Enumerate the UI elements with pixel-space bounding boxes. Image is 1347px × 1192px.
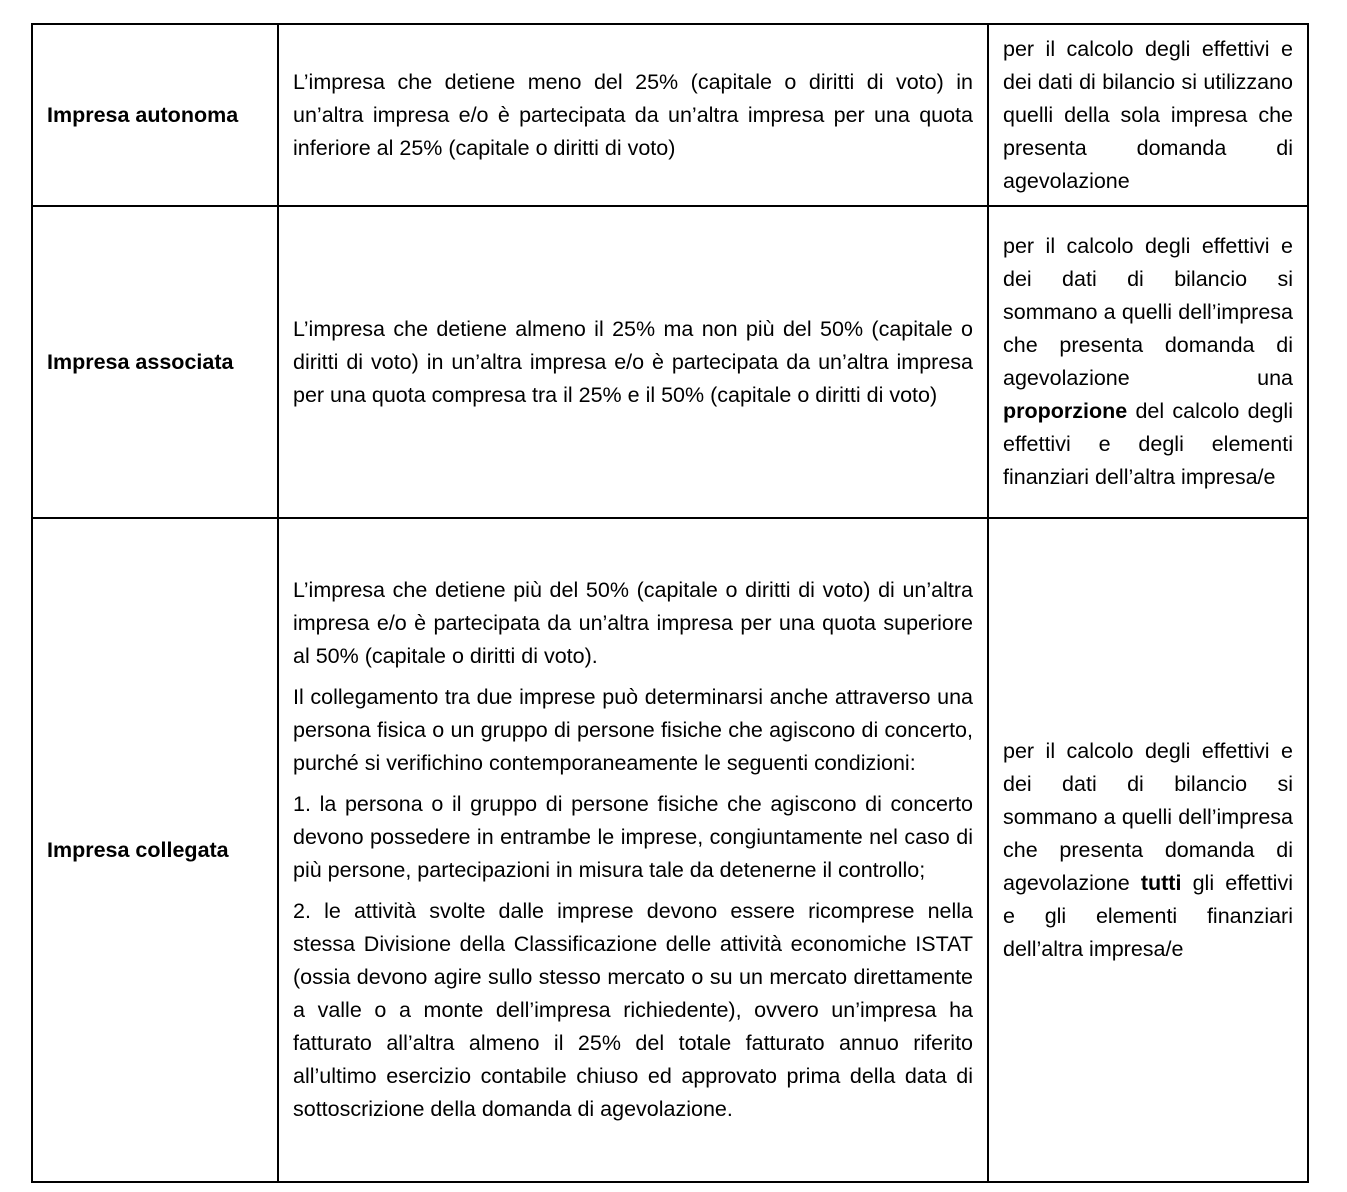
- calculation-cell: [988, 206, 1308, 518]
- calculation-text: per il calcolo degli effettivi e dei dati di bilancio si sommano a quelli dell’impresa che presenta domanda di agevolazione tutti gli effettivi e gli elementi finanziari dell’altra impresa/e: [1003, 738, 1293, 961]
- definition-paragraph: Il collegamento tra due imprese può determinarsi anche attraverso una persona fisica o un gruppo di persone fisiche che agiscono di concerto, purché si verifichino contemporaneamente le seguenti condizioni:: [293, 685, 973, 775]
- definition-paragraph: 1. la persona o il gruppo di persone fisiche che agiscono di concerto devono possedere in entrambe le imprese, congiuntamente nel caso di più persone, partecipazioni in misura tale da detenerne il controllo;: [293, 792, 973, 882]
- calculation-text: per il calcolo degli effettivi e dei dati di bilancio si sommano a quelli dell’impresa che presenta domanda di agevolazione una proporzione del calcolo degli effettivi e degli elementi finanziari dell’altra impresa/e: [1003, 234, 1293, 489]
- calculation-cell: [988, 24, 1308, 206]
- definition-paragraph: L’impresa che detiene almeno il 25% ma non più del 50% (capitale o diritti di voto) in un’altra impresa e/o è partecipata da un’altra impresa per una quota compresa tra il 25% e il 50% (capitale o diritti di voto): [293, 316, 973, 407]
- calculation-emphasis: tutti: [1140, 870, 1182, 895]
- enterprise-type-cell: [32, 206, 278, 518]
- enterprise-type-label: Impresa associata: [47, 349, 234, 374]
- table-row: [32, 206, 1308, 518]
- enterprise-type-label: Impresa autonoma: [47, 102, 239, 127]
- enterprise-type-label: Impresa collegata: [47, 837, 229, 862]
- definition-paragraph: L’impresa che detiene meno del 25% (capitale o diritti di voto) in un’altra impresa e/o è partecipata da un’altra impresa per una quota inferiore al 25% (capitale o diritti di voto): [293, 69, 973, 160]
- table-row: [32, 518, 1308, 1182]
- enterprise-type-cell: [32, 24, 278, 206]
- definition-paragraph: L’impresa che detiene più del 50% (capitale o diritti di voto) di un’altra impresa e/o è partecipata da un’altra impresa per una quota superiore al 50% (capitale o diritti di voto).: [293, 578, 973, 668]
- enterprise-classification-table: [31, 23, 1309, 1183]
- calculation-text: per il calcolo degli effettivi e dei dati di bilancio si utilizzano quelli della sola impresa che presenta domanda di agevolazione: [1003, 36, 1293, 193]
- definition-cell: [278, 24, 988, 206]
- definition-cell: [278, 518, 988, 1182]
- enterprise-type-cell: [32, 518, 278, 1182]
- calculation-emphasis: proporzione: [1003, 399, 1128, 423]
- calculation-cell: [988, 518, 1308, 1182]
- definition-cell: [278, 206, 988, 518]
- definition-paragraph: 2. le attività svolte dalle imprese devono essere ricomprese nella stessa Divisione della Classificazione delle attività economiche ISTAT (ossia devono agire sullo stesso mercato o su un mercato direttamente a valle o a monte dell’impresa richiedente), ovvero un’impresa ha fatturato all’altra almeno il 25% del totale fatturato annuo riferito all’ultimo esercizio contabile chiuso ed approvato prima della data di sottoscrizione della domanda di agevolazione.: [293, 899, 973, 1121]
- table-row: [32, 24, 1308, 206]
